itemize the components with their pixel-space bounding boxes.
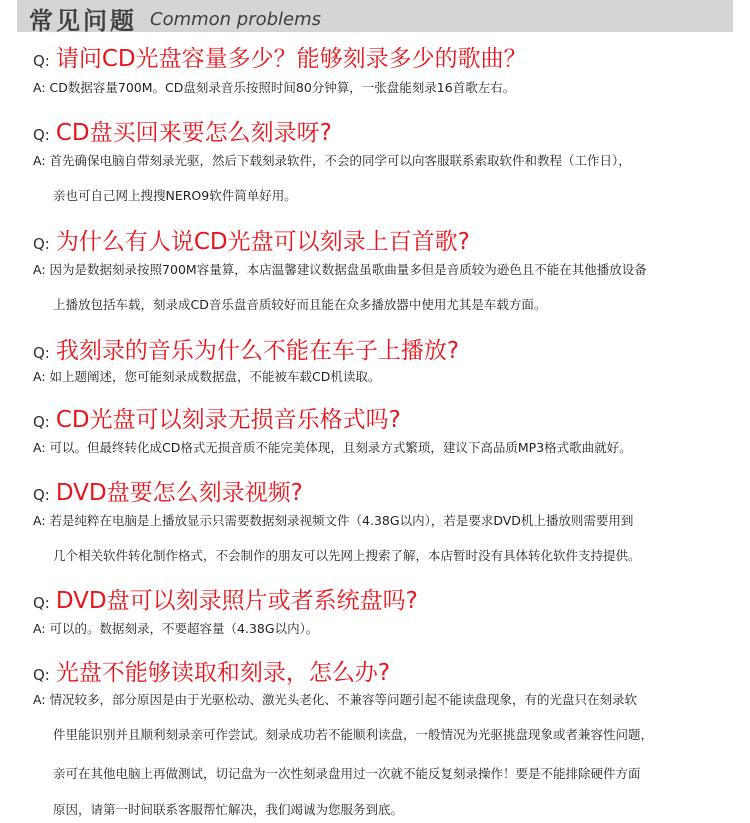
header-title-en: Common problems [150, 9, 322, 30]
section-header [17, 0, 733, 35]
question-text: 请问CD光盘容量多少？能够刻录多少的歌曲？ [55, 46, 527, 72]
question-label: Q: [33, 486, 50, 504]
faq-answer [33, 511, 633, 529]
faq-question [33, 654, 390, 687]
answer-text: 如上题阐述，您可能刻录成数据盘，不能被车载CD机读取。 [49, 369, 381, 384]
question-label: Q: [33, 344, 50, 362]
answer-text: 因为是数据刻录按照700M容量算，本店温馨建议数据盘虽歌曲量多但是音质较为逊色且不能在其他播放设备 [49, 262, 647, 277]
answer-label: A: [33, 153, 46, 168]
answer-text: 可以的。数据刻录，不要超容量（4.38G以内）。 [49, 621, 319, 636]
question-label: Q: [33, 235, 50, 253]
answer-label: A: [33, 369, 46, 384]
faq-question [33, 401, 401, 434]
question-text: DVD盘要怎么刻录视频? [55, 480, 303, 506]
answer-continuation: 原因，请第一时间联系客服帮忙解决，我们竭诚为您服务到底。 [53, 802, 404, 817]
header-title-zh: 常见问题 [29, 7, 137, 35]
answer-text: 可以。但最终转化成CD格式无损音质不能完美体现，且刻录方式繁琐，建议下高品质MP3格式歌曲就好。 [49, 440, 632, 455]
question-label: Q: [33, 594, 50, 612]
question-label: Q: [33, 413, 50, 431]
answer-continuation: 件里能识别并且顺利刻录亲可作尝试。刻录成功若不能顺利读盘，一般情况为光驱挑盘现象或者兼容性问题， [53, 727, 654, 742]
answer-label: A: [33, 621, 46, 636]
answer-label: A: [33, 513, 46, 528]
answer-text: 首先确保电脑自带刻录光驱，然后下载刻录软件，不会的同学可以向客服联系索取软件和教程（工作日）， [49, 153, 631, 168]
faq-answer [33, 619, 318, 637]
faq-answer [33, 260, 647, 278]
faq-question [33, 114, 332, 147]
question-text: 光盘不能够读取和刻录，怎么办? [55, 660, 391, 686]
question-text: CD光盘可以刻录无损音乐格式吗? [55, 407, 401, 433]
faq-question [33, 40, 527, 73]
answer-text: 若是纯粹在电脑是上播放显示只需要数据刻录视频文件（4.38G以内），若是要求DVD机上播放则需要用到 [49, 513, 634, 528]
question-label: Q: [33, 126, 50, 144]
answer-continuation: 上播放包括车载，刻录成CD音乐盘音质较好而且能在众多播放器中使用尤其是车载方面。 [53, 297, 547, 312]
question-text: CD盘买回来要怎么刻录呀? [55, 120, 332, 146]
answer-continuation: 几个相关软件转化制作格式，不会制作的朋友可以先网上搜索了解，本店暂时没有具体转化软件支持提供。 [53, 548, 641, 563]
question-text: 为什么有人说CD光盘可以刻录上百首歌? [55, 229, 470, 255]
faq-question [33, 474, 303, 507]
answer-label: A: [33, 692, 46, 707]
faq-answer [33, 367, 380, 385]
answer-text: 情况较多，部分原因是由于光驱松动、激光头老化、不兼容等问题引起不能读盘现象，有的光盘只在刻录软 [49, 692, 638, 707]
answer-continuation: 亲也可自己网上搜搜NERO9软件简单好用。 [53, 188, 297, 203]
answer-continuation: 亲可在其他电脑上再做测试，切记盘为一次性刻录盘用过一次就不能反复刻录操作！要是不能排除硬件方面 [53, 766, 641, 781]
question-text: DVD盘可以刻录照片或者系统盘吗? [55, 588, 418, 614]
faq-question [33, 582, 418, 615]
question-label: Q: [33, 666, 50, 684]
question-label: Q: [33, 52, 50, 70]
answer-label: A: [33, 440, 46, 455]
answer-label: A: [33, 262, 46, 277]
faq-answer [33, 151, 631, 169]
faq-answer [33, 690, 637, 708]
question-text: 我刻录的音乐为什么不能在车子上播放? [55, 338, 460, 364]
answer-label: A: [33, 80, 46, 95]
faq-answer [33, 78, 515, 96]
answer-text: CD数据容量700M。CD盘刻录音乐按照时间80分钟算，一张盘能刻录16首歌左右。 [49, 80, 516, 95]
faq-answer [33, 438, 632, 456]
faq-question [33, 223, 470, 256]
faq-question [33, 332, 459, 365]
